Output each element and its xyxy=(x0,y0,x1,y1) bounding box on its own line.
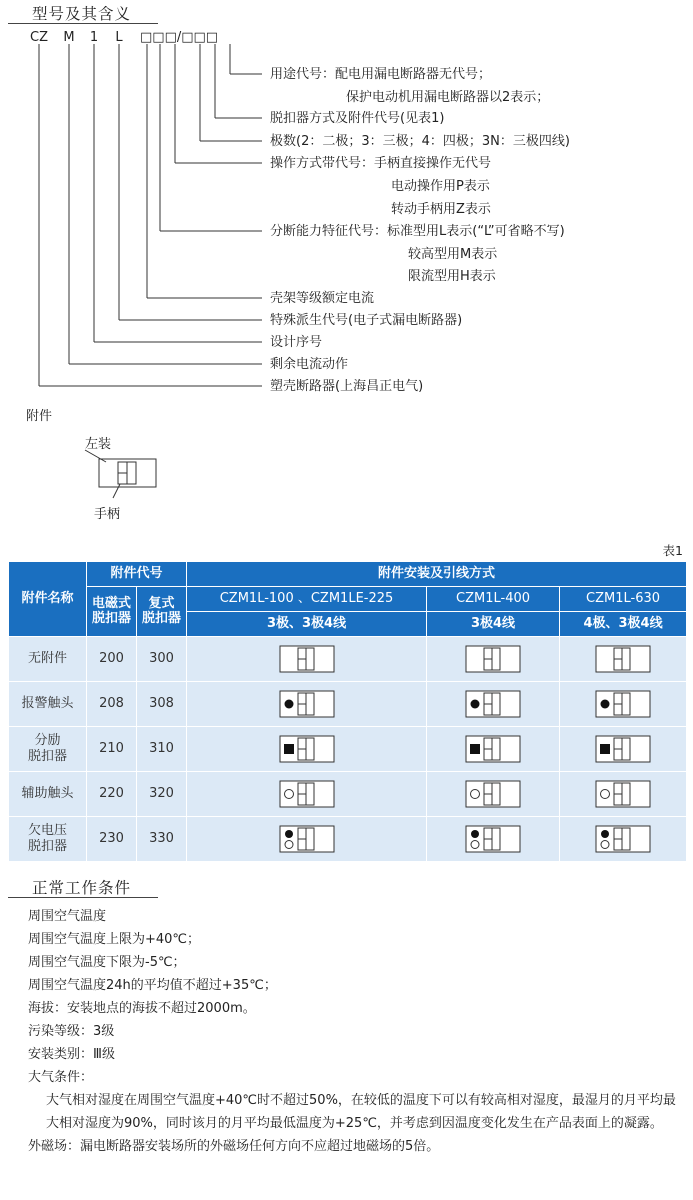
label-design-number: 设计序号 xyxy=(270,335,323,350)
row-name: 欠电压 脱扣器 xyxy=(9,817,87,862)
row-em-code: 220 xyxy=(87,772,137,817)
symbol-cell xyxy=(560,772,687,817)
accessory-symbol-filled-circle xyxy=(595,690,651,718)
condition-line: 海拔：安装地点的海拔不超过2000m。 xyxy=(28,1001,256,1016)
section-divider xyxy=(8,23,158,24)
accessory-symbol-filled-circle xyxy=(279,690,335,718)
condition-line: 大气条件： xyxy=(28,1070,94,1085)
label-poles: 极数(2：二极；3：三极；4：四极；3N：三极四线) xyxy=(270,134,570,149)
header-poles-1: 3极、3极4线 xyxy=(187,612,427,637)
header-model-2: CZM1L-400 xyxy=(427,587,560,612)
row-name: 报警触头 xyxy=(9,682,87,727)
accessory-symbol-open-circle xyxy=(279,780,335,808)
row-em-code: 210 xyxy=(87,727,137,772)
table-row xyxy=(9,682,687,727)
row-name: 辅助触头 xyxy=(9,772,87,817)
code-blanks: □□□/□□□ xyxy=(140,30,219,45)
header-accessory-name: 附件名称 xyxy=(9,562,87,637)
label-special-derivative: 特殊派生代号(电子式漏电断路器) xyxy=(270,313,463,328)
header-em-release: 电磁式 脱扣器 xyxy=(87,587,137,637)
label-breaking-h: 限流型用H表示 xyxy=(408,269,496,284)
accessory-symbol-none xyxy=(595,645,651,673)
section-divider xyxy=(8,897,158,898)
table-row xyxy=(9,817,687,862)
condition-line: 周围空气温度24h的平均值不超过+35℃； xyxy=(28,978,277,993)
conditions-list xyxy=(28,905,678,1158)
symbol-cell xyxy=(427,637,560,682)
accessory-handle-label: 手柄 xyxy=(94,507,121,522)
section-title-conditions: 正常工作条件 xyxy=(32,879,132,897)
accessory-symbol-filled-over-open-circle xyxy=(595,825,651,853)
header-install-mode: 附件安装及引线方式 xyxy=(187,562,687,587)
symbol-cell xyxy=(427,772,560,817)
accessory-symbol-none xyxy=(465,645,521,673)
code-m: M xyxy=(63,30,75,45)
accessory-symbol-filled-square xyxy=(465,735,521,763)
label-usage-motor: 保护电动机用漏电断路器以2表示； xyxy=(346,90,550,105)
symbol-cell xyxy=(187,772,427,817)
condition-paragraph: 大气相对湿度在周围空气温度+40℃时不超过50%，在较低的温度下可以有较高相对湿度，最湿月的月平均最大相对湿度为90%，同时该月的月平均最低温度为+25℃，并考虑到因温度变化发生在产品表面上的凝露。 xyxy=(46,1093,676,1131)
row-compound-code: 330 xyxy=(137,817,187,862)
header-accessory-code: 附件代号 xyxy=(87,562,187,587)
header-poles-3: 4极、3极4线 xyxy=(560,612,687,637)
accessory-diagram xyxy=(80,448,170,508)
condition-line: 周围空气温度下限为-5℃； xyxy=(28,955,186,970)
symbol-cell xyxy=(427,817,560,862)
row-compound-code: 320 xyxy=(137,772,187,817)
label-release-mode: 脱扣器方式及附件代号(见表1) xyxy=(270,111,445,126)
code-cz: CZ xyxy=(30,30,48,45)
accessory-symbol-filled-square xyxy=(595,735,651,763)
row-compound-code: 308 xyxy=(137,682,187,727)
row-em-code: 208 xyxy=(87,682,137,727)
symbol-cell xyxy=(560,727,687,772)
symbol-cell xyxy=(187,727,427,772)
row-em-code: 230 xyxy=(87,817,137,862)
accessory-left-label: 左装 xyxy=(85,437,112,452)
accessory-symbol-open-circle xyxy=(465,780,521,808)
section-title-model: 型号及其含义 xyxy=(32,5,132,23)
symbol-cell xyxy=(427,727,560,772)
label-frame-current: 壳架等级额定电流 xyxy=(270,291,375,306)
accessory-title: 附件 xyxy=(26,409,53,424)
symbol-cell xyxy=(187,682,427,727)
row-em-code: 200 xyxy=(87,637,137,682)
symbol-cell xyxy=(187,637,427,682)
accessory-symbol-filled-square xyxy=(279,735,335,763)
accessory-symbol-open-circle xyxy=(595,780,651,808)
condition-line: 污染等级：3级 xyxy=(28,1024,115,1039)
header-model-3: CZM1L-630 xyxy=(560,587,687,612)
table-row xyxy=(9,637,687,682)
condition-line: 安装类别：Ⅲ级 xyxy=(28,1047,115,1062)
symbol-cell xyxy=(560,637,687,682)
condition-line: 周围空气温度上限为+40℃； xyxy=(28,932,201,947)
table-tag: 表1 xyxy=(662,543,683,558)
code-design-number: 1 xyxy=(89,30,99,45)
accessory-symbol-filled-over-open-circle xyxy=(279,825,335,853)
condition-line: 周围空气温度 xyxy=(28,909,107,924)
accessory-symbol-filled-over-open-circle xyxy=(465,825,521,853)
accessory-symbol-filled-circle xyxy=(465,690,521,718)
row-name: 无附件 xyxy=(9,637,87,682)
table-row xyxy=(9,772,687,817)
model-code-diagram xyxy=(0,26,693,396)
symbol-cell xyxy=(560,682,687,727)
row-compound-code: 310 xyxy=(137,727,187,772)
label-usage: 用途代号：配电用漏电断路器无代号； xyxy=(270,67,492,82)
label-operation: 操作方式带代号：手柄直接操作无代号 xyxy=(270,156,492,171)
label-operation-z: 转动手柄用Z表示 xyxy=(391,202,491,217)
header-poles-2: 3极4线 xyxy=(427,612,560,637)
accessory-table xyxy=(8,561,687,862)
symbol-cell xyxy=(187,817,427,862)
code-l: L xyxy=(115,30,123,45)
label-breaking-m: 较高型用M表示 xyxy=(408,247,498,262)
symbol-cell xyxy=(427,682,560,727)
label-residual-current: 剩余电流动作 xyxy=(270,357,349,372)
label-breaking-capacity: 分断能力特征代号：标准型用L表示(“L”可省略不写) xyxy=(270,224,565,239)
table-row xyxy=(9,727,687,772)
accessory-symbol-none xyxy=(279,645,335,673)
row-name: 分励 脱扣器 xyxy=(9,727,87,772)
label-operation-p: 电动操作用P表示 xyxy=(391,179,490,194)
condition-line: 外磁场：漏电断路器安装场所的外磁场任何方向不应超过地磁场的5倍。 xyxy=(28,1139,440,1154)
header-model-1: CZM1L-100 、CZM1LE-225 xyxy=(187,587,427,612)
row-compound-code: 300 xyxy=(137,637,187,682)
symbol-cell xyxy=(560,817,687,862)
label-mccb: 塑壳断路器(上海昌正电气) xyxy=(270,379,424,394)
header-compound-release: 复式 脱扣器 xyxy=(137,587,187,637)
